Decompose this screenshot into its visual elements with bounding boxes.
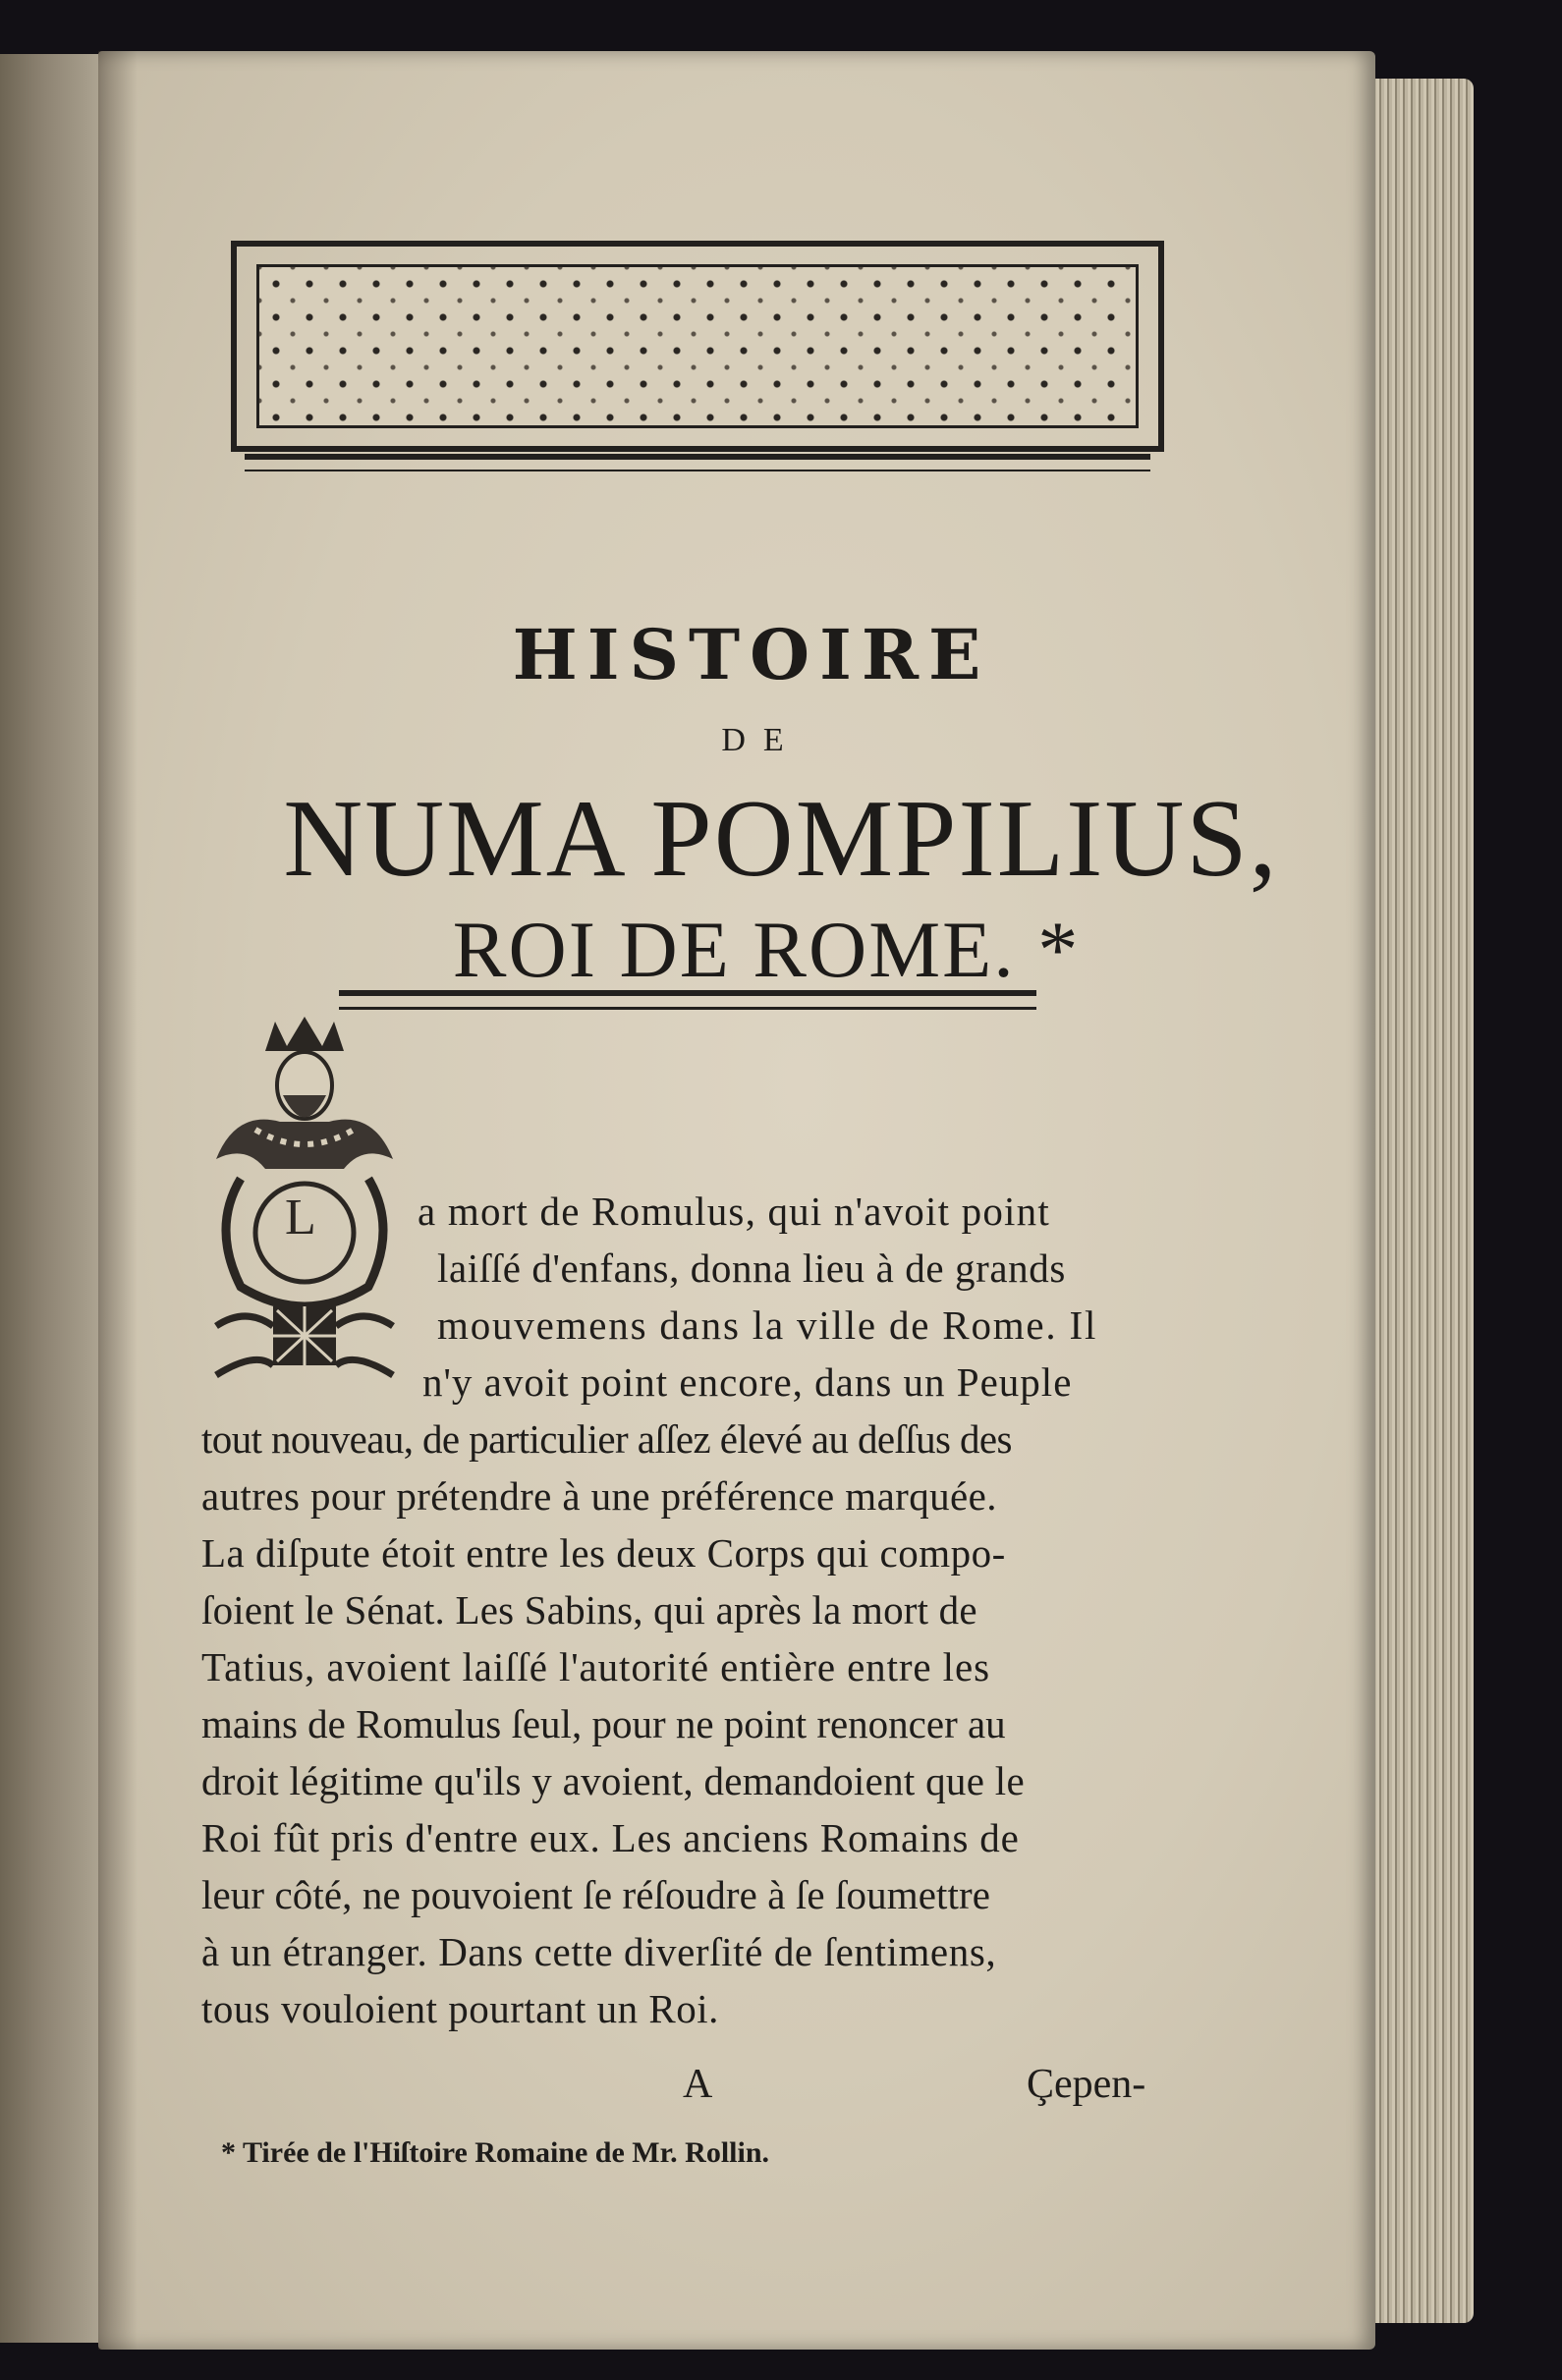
title-de: DE — [721, 722, 802, 758]
headpiece-pattern — [256, 264, 1139, 428]
text-line: autres pour prétendre à une préférence marquée. — [201, 1473, 997, 1519]
footnote: * Tirée de l'Hiſtoire Romaine de Mr. Rollin. — [221, 2136, 770, 2169]
text-line: tous vouloient pourtant un Roi. — [201, 1986, 719, 2031]
signature-mark: A — [683, 2062, 713, 2107]
headpiece-rule — [245, 454, 1150, 471]
text-line: n'y avoit point encore, dans un Peuple — [422, 1359, 1073, 1405]
text-line: Tatius, avoient laiſſé l'autorité entière entre les — [201, 1644, 990, 1689]
text-line: leur côté, ne pouvoient ſe réſoudre à ſe ſoumettre — [201, 1872, 991, 1917]
page-edges — [1361, 79, 1474, 2323]
title-histoire: HISTOIRE — [512, 614, 991, 695]
text-line: à un étranger. Dans cette diverſité de ſentimens, — [201, 1929, 997, 1974]
text-line: mains de Romulus ſeul, pour ne point renoncer au — [201, 1701, 1006, 1746]
title-roi-de-rome: ROI DE ROME. * — [452, 905, 1081, 994]
gutter-shadow — [98, 51, 138, 2350]
text-line: tout nouveau, de particulier aſſez élevé au deſſus des — [201, 1416, 1012, 1462]
title-double-rule — [339, 990, 1036, 1010]
text-line: mouvemens dans la ville de Rome. Il — [437, 1302, 1098, 1348]
text-line: ſoient le Sénat. Les Sabins, qui après la mort de — [201, 1587, 977, 1633]
text-line: La diſpute étoit entre les deux Corps qui compo- — [201, 1530, 1006, 1576]
drop-cap-letter: L — [285, 1190, 316, 1245]
text-line: Roi fût pris d'entre eux. Les anciens Romains de — [201, 1815, 1020, 1860]
text-line: laiſſé d'enfans, donna lieu à de grands — [437, 1245, 1066, 1291]
decorative-headpiece — [231, 241, 1164, 452]
text-line: a mort de Romulus, qui n'avoit point — [418, 1189, 1050, 1234]
text-line: droit légitime qu'ils y avoient, demandoient que le — [201, 1758, 1025, 1803]
catchword: Çepen- — [1027, 2062, 1146, 2107]
title-numa-pompilius: NUMA POMPILIUS, — [283, 778, 1279, 900]
